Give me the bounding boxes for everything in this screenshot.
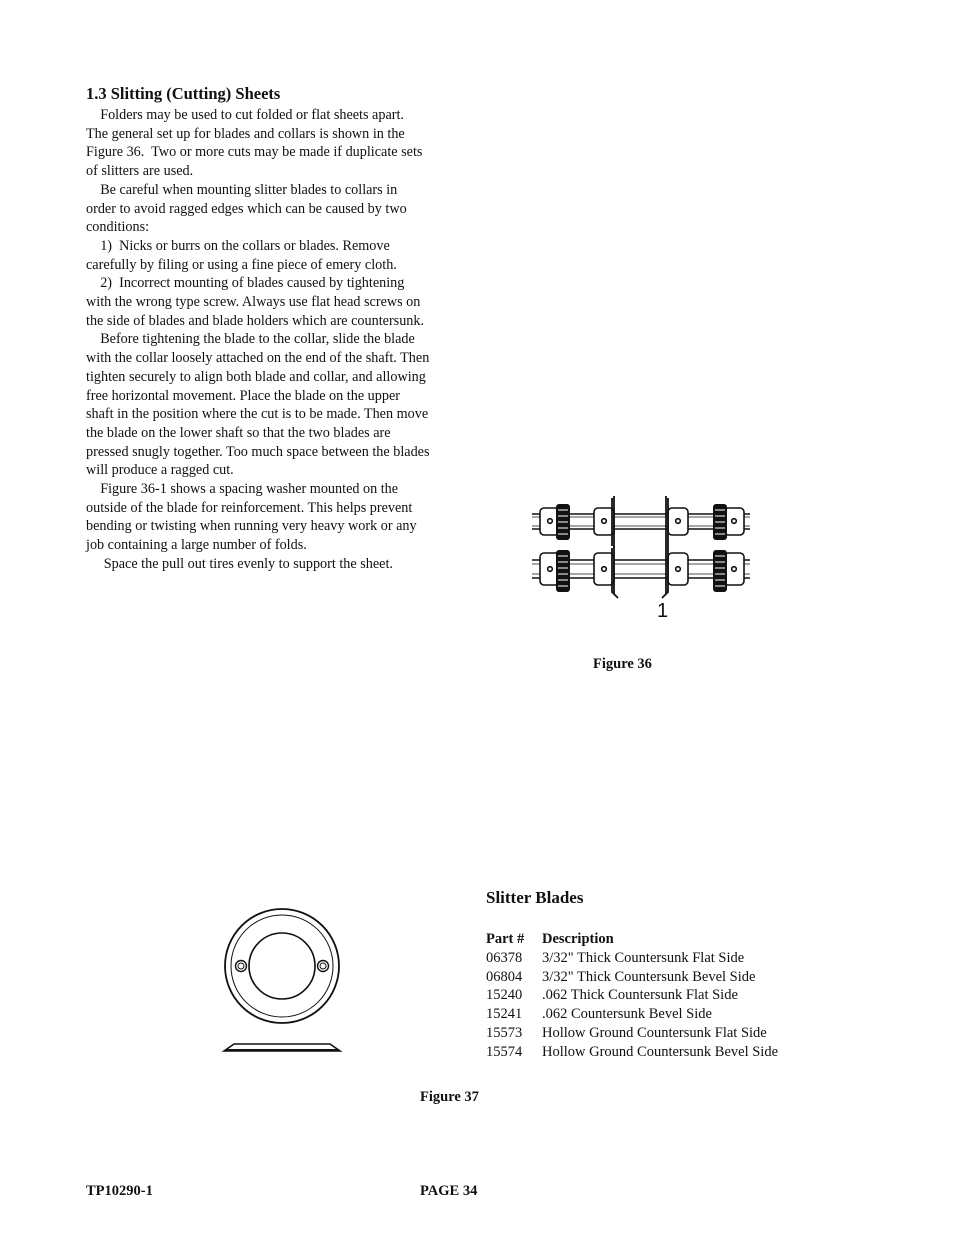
- part-number: 15240: [486, 987, 523, 1004]
- body-line: tighten securely to align both blade and collar, and allowing: [86, 368, 426, 385]
- slitter-blades: [612, 496, 668, 598]
- body-line: of slitters are used.: [86, 163, 194, 180]
- table-row: [486, 949, 778, 968]
- figure-37-caption: Figure 37: [420, 1089, 479, 1105]
- figure-36-illustration: [528, 492, 760, 622]
- body-line: 1) Nicks or burrs on the collars or blades. Remove: [86, 237, 390, 254]
- body-line: The general set up for blades and collars is shown in the: [86, 125, 405, 142]
- part-description: 3/32" Thick Countersunk Bevel Side: [542, 968, 756, 985]
- body-line: carefully by filing or using a fine piece of emery cloth.: [86, 256, 397, 273]
- body-line: the side of blades and blade holders which are countersunk.: [86, 312, 425, 329]
- section-heading: 1.3 Slitting (Cutting) Sheets: [86, 84, 281, 103]
- body-line: shaft in the position where the cut is to be made. Then move: [86, 406, 429, 423]
- figure-36-caption: Figure 36: [593, 656, 652, 672]
- table-row: [486, 968, 778, 987]
- figure-36-callout: 1: [657, 600, 669, 622]
- table-row: [486, 1005, 778, 1024]
- section-body: [86, 106, 478, 574]
- document-id: TP10290-1: [86, 1183, 153, 1199]
- part-number: 15574: [486, 1043, 523, 1060]
- part-description: .062 Thick Countersunk Flat Side: [542, 987, 738, 1004]
- body-line: Figure 36. Two or more cuts may be made if duplicate sets: [86, 144, 423, 161]
- part-number: 15241: [486, 1006, 523, 1023]
- part-description: .062 Countersunk Bevel Side: [542, 1006, 712, 1023]
- table-row: [486, 1024, 778, 1043]
- body-line: conditions:: [86, 219, 150, 236]
- part-description: Hollow Ground Countersunk Bevel Side: [542, 1043, 779, 1060]
- body-line: Space the pull out tires evenly to support the sheet.: [86, 555, 393, 572]
- table-row: [486, 986, 778, 1005]
- body-line: with the wrong type screw. Always use flat head screws on: [86, 294, 421, 311]
- column-header-part: Part #: [486, 931, 525, 947]
- part-description: Hollow Ground Countersunk Flat Side: [542, 1024, 767, 1041]
- body-line: 2) Incorrect mounting of blades caused by tightening: [86, 275, 405, 292]
- slitter-blades-title: Slitter Blades: [486, 888, 584, 907]
- body-line: order to avoid ragged edges which can be caused by two: [86, 200, 407, 217]
- table-header-row: [486, 930, 778, 949]
- body-line: job containing a large number of folds.: [86, 537, 307, 554]
- table-row: [486, 1043, 778, 1062]
- body-line: Figure 36-1 shows a spacing washer mounted on the: [86, 481, 399, 498]
- column-header-description: Description: [542, 931, 614, 947]
- figure-37-illustration: [220, 905, 346, 1057]
- body-line: bending or twisting when running very heavy work or any: [86, 518, 417, 535]
- part-number: 06378: [486, 949, 523, 966]
- body-line: Be careful when mounting slitter blades to collars in: [86, 181, 398, 198]
- body-line: the blade on the lower shaft so that the two blades are: [86, 424, 391, 441]
- body-line: pressed snugly together. Too much space between the blades: [86, 443, 430, 460]
- body-line: Before tightening the blade to the collar, slide the blade: [86, 331, 415, 348]
- body-line: free horizontal movement. Place the blade on the upper: [86, 387, 400, 404]
- body-line: with the collar loosely attached on the end of the shaft. Then: [86, 350, 430, 367]
- part-description: 3/32" Thick Countersunk Flat Side: [542, 949, 745, 966]
- slitter-blades-table: [486, 930, 778, 1062]
- body-line: outside of the blade for reinforcement. This helps prevent: [86, 499, 413, 516]
- part-number: 06804: [486, 968, 523, 985]
- body-line: Folders may be used to cut folded or flat sheets apart.: [86, 107, 404, 123]
- body-line: will produce a ragged cut.: [86, 462, 234, 479]
- page-number: PAGE 34: [420, 1183, 478, 1199]
- part-number: 15573: [486, 1024, 523, 1041]
